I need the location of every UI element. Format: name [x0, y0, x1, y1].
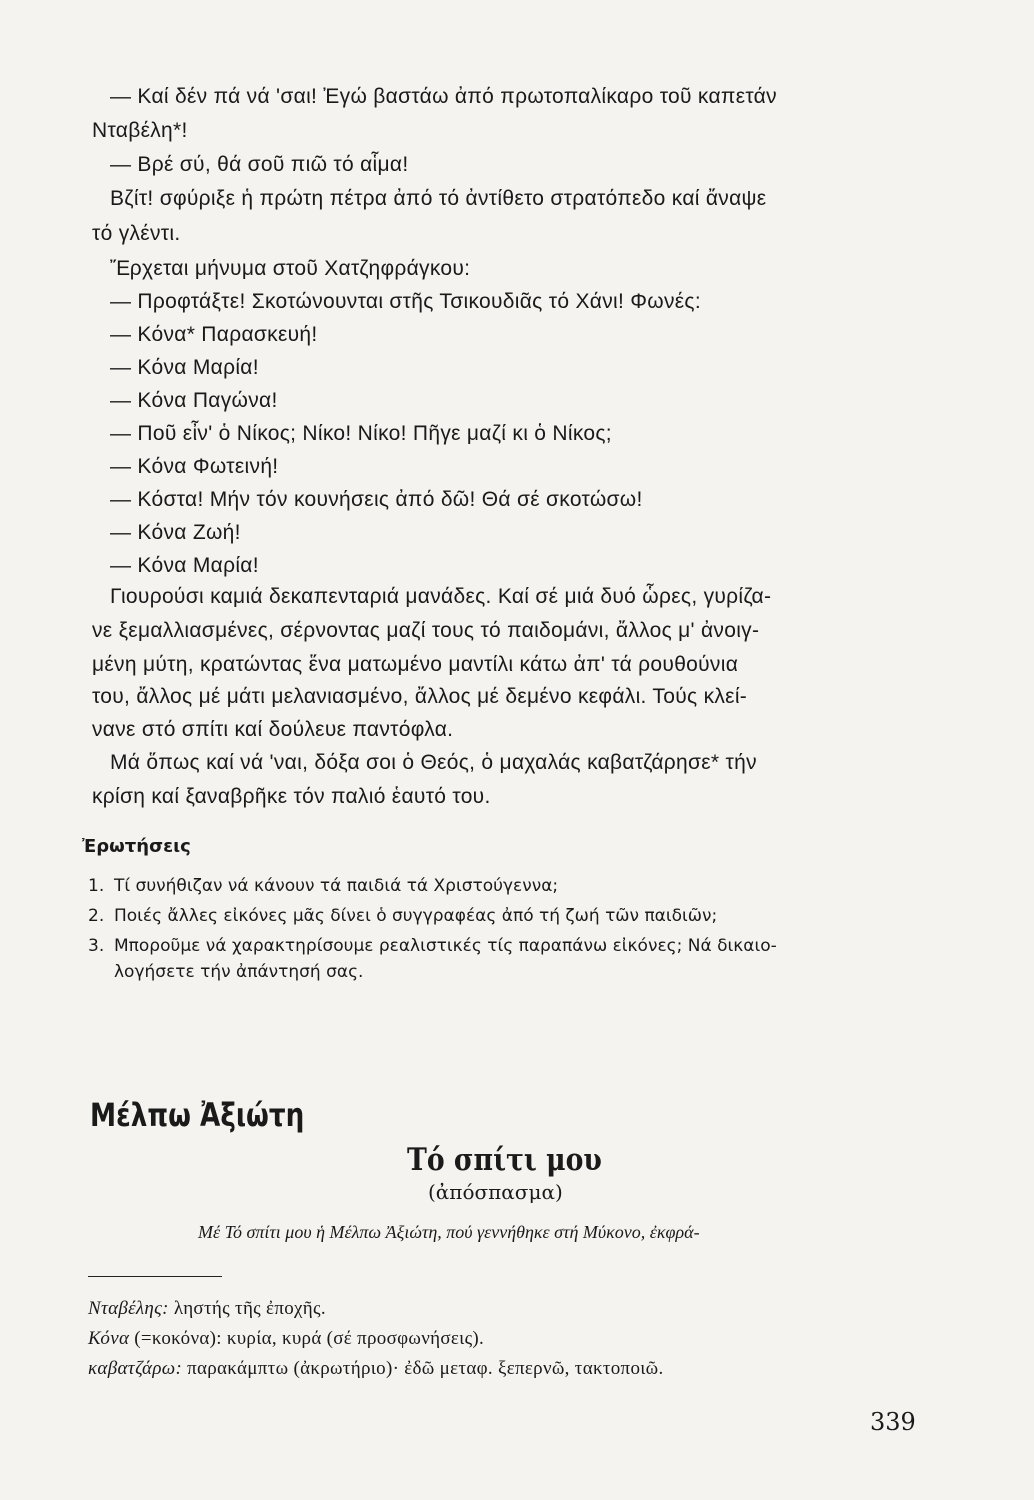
footnote — [88, 1298, 326, 1320]
footnote-definition: παρακάμπτω (ἀκρωτήριο)· ἐδῶ μεταφ. ξεπερνῶ, τακτοποιῶ. — [182, 1358, 664, 1379]
footnote-term: Κόνα — [88, 1328, 130, 1349]
footnote — [88, 1328, 484, 1350]
question-item — [88, 874, 558, 898]
body-line: νανε στό σπίτι καί δούλευε παντόφλα. — [92, 718, 454, 741]
body-line: — Ποῦ εἶν' ὁ Νίκος; Νίκο! Νίκο! Πῆγε μαζί κι ὁ Νίκος; — [110, 422, 612, 445]
body-line: — Κόνα Μαρία! — [110, 554, 259, 577]
body-line: — Βρέ σύ, θά σοῦ πιῶ τό αἷμα! — [110, 153, 409, 176]
footnote — [88, 1358, 664, 1380]
question-item — [88, 934, 777, 958]
body-line: τό γλέντι. — [92, 222, 181, 245]
body-line: Μά ὅπως καί νά 'ναι, δόξα σοι ὁ Θεός, ὁ μαχαλάς καβατζάρησε* τήν — [110, 751, 757, 774]
footnote-definition: (=κοκόνα): κυρία, κυρά (σέ προσφωνήσεις). — [129, 1328, 485, 1349]
question-number: 1. — [88, 876, 105, 896]
footnote-definition: ληστής τῆς ἐποχῆς. — [168, 1298, 326, 1319]
questions-heading: Ἐρωτήσεις — [82, 836, 191, 857]
question-item — [88, 904, 717, 928]
work-subtitle: (ἀπόσπασμα) — [428, 1180, 563, 1204]
footnote-term: καβατζάρω: — [88, 1358, 183, 1379]
body-line: Ἔρχεται μήνυμα στοῦ Χατζηφράγκου: — [110, 257, 471, 280]
intro-line: Μέ Τό σπίτι μου ἡ Μέλπω Ἀξιώτη, πού γεννήθηκε στή Μύκονο, ἐκφρά- — [198, 1222, 700, 1242]
footnote-divider — [88, 1276, 222, 1277]
body-line: — Κόνα Ζωή! — [110, 521, 241, 544]
body-line: — Καί δέν πά νά 'σαι! Ἐγώ βαστάω ἀπό πρωτοπαλίκαρο τοῦ καπετάν — [110, 85, 777, 108]
body-line: — Κόνα* Παρασκευή! — [110, 323, 318, 346]
body-line: — Κόνα Φωτεινή! — [110, 455, 279, 478]
body-line: νε ξεμαλλιασμένες, σέρνοντας μαζί τους τό παιδομάνι, ἄλλος μ' ἀνοιγ- — [92, 619, 760, 642]
question-number: 2. — [88, 906, 105, 926]
body-line: — Προφτάξτε! Σκοτώνουνται στῆς Τσικουδιᾶς τό Χάνι! Φωνές: — [110, 290, 701, 313]
body-line: Νταβέλη*! — [92, 119, 188, 142]
page-number: 339 — [870, 1408, 916, 1436]
body-line: — Κόνα Μαρία! — [110, 356, 259, 379]
body-line: — Κόνα Παγώνα! — [110, 389, 278, 412]
body-line: του, ἄλλος μέ μάτι μελανιασμένο, ἄλλος μέ δεμένο κεφάλι. Τούς κλεί- — [92, 685, 748, 708]
author-name: Μέλπω Ἀξιώτη — [90, 1096, 305, 1134]
question-continuation: λογήσετε τήν ἀπάντησή σας. — [114, 962, 364, 982]
body-line: — Κόστα! Μήν τόν κουνήσεις ἀπό δῶ! Θά σέ σκοτώσω! — [110, 488, 643, 511]
question-number: 3. — [88, 936, 105, 956]
question-text: Μποροῦμε νά χαρακτηρίσουμε ρεαλιστικές τίς παραπάνω εἰκόνες; Νά δικαιο- — [114, 936, 777, 956]
footnote-term: Νταβέλης: — [88, 1298, 169, 1319]
body-line: Γιουρούσι καμιά δεκαπενταριά μανάδες. Καί σέ μιά δυό ὧρες, γυρίζα- — [110, 585, 772, 608]
work-title: Τό σπίτι μου — [407, 1142, 602, 1178]
body-line: μένη μύτη, κρατώντας ἕνα ματωμένο μαντίλι κάτω ἀπ' τά ρουθούνια — [92, 653, 739, 676]
body-line: Βζίτ! σφύριξε ἡ πρώτη πέτρα ἀπό τό ἀντίθετο στρατόπεδο καί ἄναψε — [110, 187, 767, 210]
question-text: Τί συνήθιζαν νά κάνουν τά παιδιά τά Χριστούγεννα; — [114, 876, 559, 896]
body-line: κρίση καί ξαναβρῆκε τόν παλιό ἑαυτό του. — [92, 785, 491, 808]
question-text: Ποιές ἄλλες εἰκόνες μᾶς δίνει ὁ συγγραφέας ἀπό τή ζωή τῶν παιδιῶν; — [114, 906, 718, 926]
